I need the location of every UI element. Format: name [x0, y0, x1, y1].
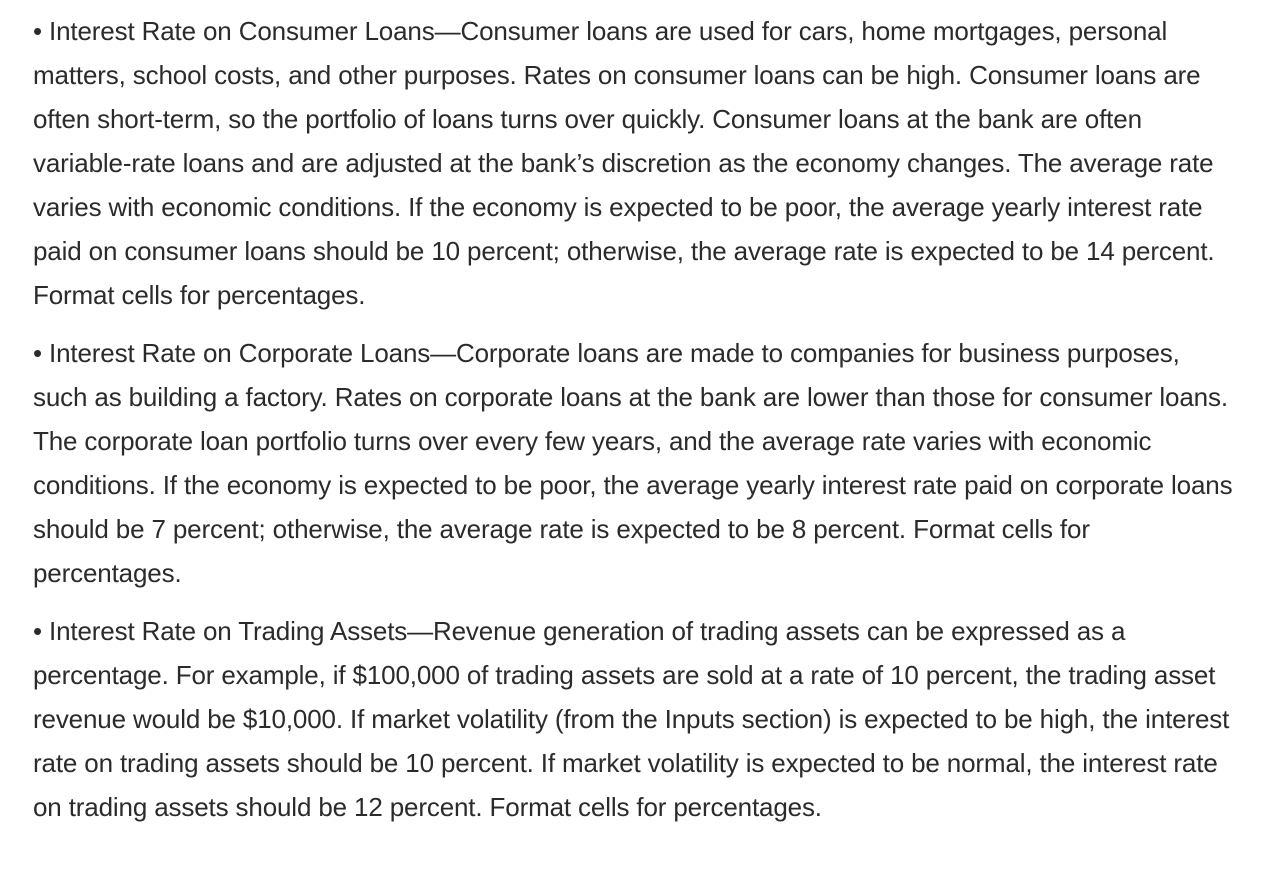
document-body [33, 9, 1233, 843]
paragraph-corporate-loans: • Interest Rate on Corporate Loans—Corporate loans are made to companies for business purposes, such as building a factory. Rates on corporate loans at the bank are lower than those for consumer loans. The corporate loan portfolio turns over every few years, and the average rate varies with economic conditions. If the economy is expected to be poor, the average yearly interest rate paid on corporate loans should be 7 percent; otherwise, the average rate is expected to be 8 percent. Format cells for percentages. [33, 338, 1233, 588]
paragraph-consumer-loans: • Interest Rate on Consumer Loans—Consumer loans are used for cars, home mortgages, personal matters, school costs, and other purposes. Rates on consumer loans can be high. Consumer loans are often short-term, so the portfolio of loans turns over quickly. Consumer loans at the bank are often variable-rate loans and are adjusted at the bank’s discretion as the economy changes. The average rate varies with economic conditions. If the economy is expected to be poor, the average yearly interest rate paid on consumer loans should be 10 percent; otherwise, the average rate is expected to be 14 percent. Format cells for percentages. [33, 16, 1215, 310]
paragraph-trading-assets: • Interest Rate on Trading Assets—Revenue generation of trading assets can be expressed as a percentage. For example, if $100,000 of trading assets are sold at a rate of 10 percent, the trading asset revenue would be $10,000. If market volatility (from the Inputs section) is expected to be high, the interest rate on trading assets should be 10 percent. If market volatility is expected to be normal, the interest rate on trading assets should be 12 percent. Format cells for percentages. [33, 616, 1230, 822]
